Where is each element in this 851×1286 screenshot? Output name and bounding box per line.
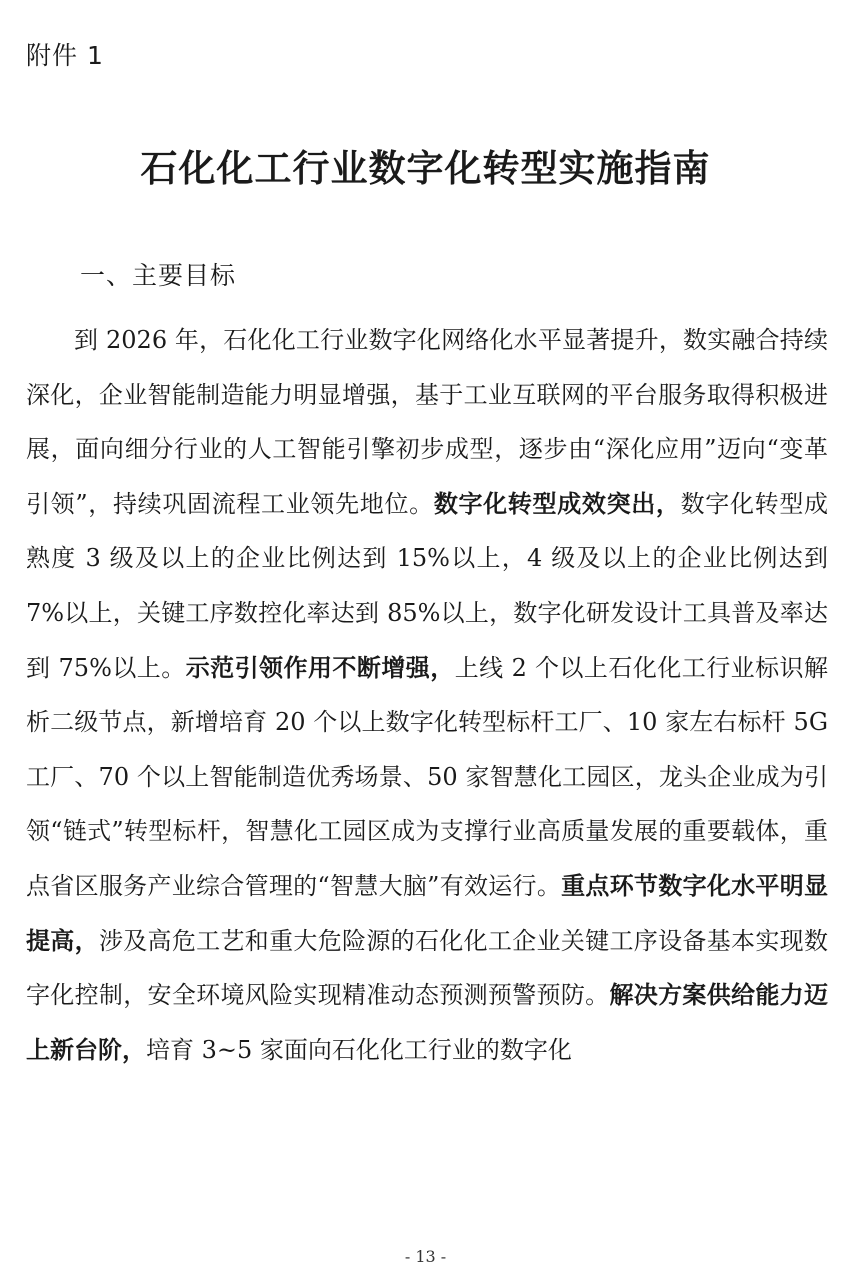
text-run: 培育 3~5 家面向石化化工行业的数字化 — [146, 1035, 572, 1064]
body-paragraph — [26, 313, 828, 1077]
bold-phrase: 数字化转型成效突出， — [433, 488, 681, 518]
bold-phrase: 示范引领作用不断增强， — [185, 652, 455, 682]
bold-phrase: 解决方案供给能力迈上新台阶， — [26, 980, 828, 1064]
text-run: 到 2026 年，石化化工行业数字化网络化水平显著提升，数实融合持续深化，企业智能制造能力明显增强，基于工业互联网的平台服务取得积极进展，面向细分行业的人工智能引擎初步成型，逐步由“深化应用”迈向“变革引领”，持续巩固流程工业领先地位。 — [26, 326, 828, 518]
document-title: 石化化工行业数字化转型实施指南 — [140, 146, 711, 190]
text-run: 上线 2 个以上石化化工行业标识解析二级节点，新增培育 20 个以上数字化转型标杆工厂、10 家左右标杆 5G 工厂、70 个以上智能制造优秀场景、50 家智慧化工园区，龙头企业成为引领“链式”转型标杆，智慧化工园区成为支撑行业高质量发展的重要载体，重点省区服务产业综合管理的“智慧大脑”有效运行。 — [26, 653, 829, 900]
attachment-label: 附件 1 — [26, 41, 104, 70]
text-run: 涉及高危工艺和重大危险源的石化化工企业关键工序设备基本实现数字化控制，安全环境风险实现精准动态预测预警预防。 — [26, 926, 828, 1010]
text-run: 数字化转型成熟度 3 级及以上的企业比例达到 15%以上，4 级及以上的企业比例达到 7%以上，关键工序数控化率达到 85%以上，数字化研发设计工具普及率达到 75%以上。 — [26, 489, 829, 682]
bold-phrase: 重点环节数字化水平明显提高， — [26, 870, 829, 955]
page-number: - 13 - — [404, 1247, 447, 1266]
paragraph-text — [26, 313, 828, 1077]
section-heading: 一、主要目标 — [80, 261, 237, 290]
